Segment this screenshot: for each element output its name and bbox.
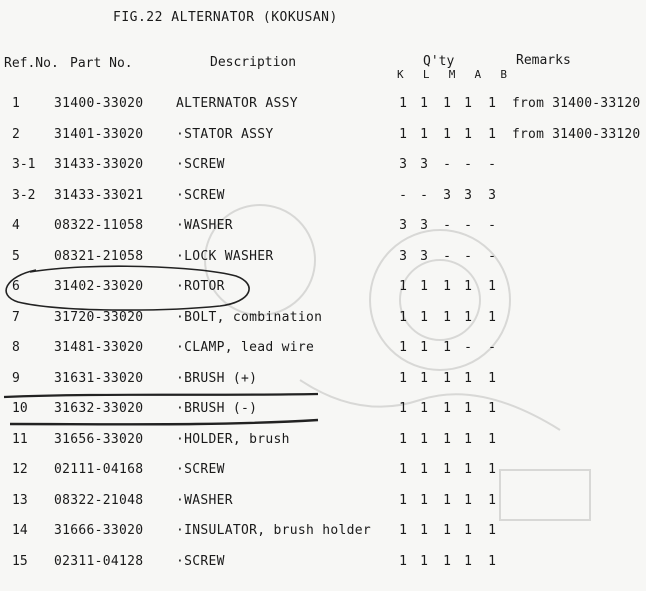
- qty-cell: 1: [488, 523, 496, 538]
- qty-cell: 1: [443, 309, 451, 325]
- header-part-no: Part No.: [70, 56, 133, 71]
- qty-cell: 1: [399, 492, 407, 508]
- qty-cell: -: [443, 248, 451, 264]
- description-cell: ·WASHER: [176, 492, 233, 508]
- qty-cell: 1: [488, 401, 496, 416]
- part-no-cell: 31632-33020: [54, 401, 144, 416]
- qty-cell: 1: [443, 492, 451, 508]
- qty-cell: 1: [443, 401, 451, 416]
- qty-cell: 1: [464, 126, 472, 142]
- qty-cell: 1: [464, 309, 472, 325]
- header-description: Description: [210, 55, 297, 70]
- qty-cell: 1: [488, 492, 496, 508]
- qty-cell: -: [464, 248, 472, 264]
- description-cell: ·SCREW: [176, 462, 225, 477]
- qty-cell: 3: [420, 248, 428, 264]
- remarks-cell: from 31400-33120: [512, 126, 641, 142]
- qty-cell: 3: [420, 157, 428, 172]
- qty-cell: 1: [399, 279, 407, 294]
- qty-cell: 1: [399, 523, 407, 538]
- qty-letter-l: L: [422, 68, 430, 81]
- figure-title: FIG.22 ALTERNATOR (KOKUSAN): [113, 10, 338, 25]
- qty-cell: 1: [420, 370, 428, 386]
- qty-cell: 1: [420, 340, 428, 355]
- description-cell: ·LOCK WASHER: [176, 248, 274, 264]
- qty-cell: 1: [443, 523, 451, 538]
- part-no-cell: 31631-33020: [54, 370, 144, 386]
- qty-cell: 3: [420, 218, 428, 233]
- qty-cell: -: [488, 340, 496, 355]
- qty-cell: 1: [399, 431, 407, 447]
- qty-cell: 3: [399, 157, 407, 172]
- qty-cell: 1: [399, 401, 407, 416]
- qty-cell: 1: [488, 370, 496, 386]
- qty-cell: 1: [464, 462, 472, 477]
- ref-no-cell: 5: [12, 248, 20, 264]
- qty-cell: 1: [443, 340, 451, 355]
- qty-cell: -: [443, 218, 451, 233]
- qty-cell: -: [464, 157, 472, 172]
- qty-cell: 1: [443, 96, 451, 111]
- ref-no-cell: 11: [12, 431, 28, 447]
- part-no-cell: 31656-33020: [54, 431, 144, 447]
- ref-no-cell: 14: [12, 523, 28, 538]
- ref-no-cell: 7: [12, 309, 20, 325]
- ref-no-cell: 3-1: [12, 157, 36, 172]
- description-cell: ·INSULATOR, brush holder: [176, 523, 372, 538]
- qty-cell: 1: [399, 126, 407, 142]
- qty-letter-k: K: [397, 68, 404, 81]
- qty-cell: -: [464, 218, 472, 233]
- ref-no-cell: 10: [12, 401, 28, 416]
- ref-no-cell: 12: [12, 462, 28, 477]
- qty-cell: -: [488, 248, 496, 264]
- qty-cell: 3: [488, 187, 496, 203]
- qty-cell: -: [464, 340, 472, 355]
- qty-cell: 1: [399, 462, 407, 477]
- description-cell: ·BRUSH (-): [176, 401, 258, 416]
- ref-no-cell: 1: [12, 96, 20, 111]
- qty-cell: 1: [464, 492, 472, 508]
- qty-cell: 1: [488, 553, 496, 569]
- qty-cell: 1: [464, 401, 472, 416]
- qty-cell: -: [399, 187, 407, 203]
- qty-cell: 1: [488, 462, 496, 477]
- ref-no-cell: 2: [12, 126, 20, 142]
- description-cell: ·STATOR ASSY: [176, 126, 274, 142]
- hand-circle-row-6: [6, 266, 249, 310]
- qty-cell: 1: [488, 309, 496, 325]
- qty-cell: 1: [488, 279, 496, 294]
- qty-cell: -: [420, 187, 428, 203]
- description-cell: ·SCREW: [176, 157, 225, 172]
- qty-cell: 1: [464, 553, 472, 569]
- qty-cell: 1: [464, 431, 472, 447]
- part-no-cell: 08322-21048: [54, 492, 144, 508]
- qty-cell: 1: [443, 462, 451, 477]
- qty-letter-b: B: [500, 68, 507, 81]
- remarks-cell: from 31400-33120: [512, 96, 641, 111]
- description-cell: ·CLAMP, lead wire: [176, 340, 315, 355]
- qty-cell: 1: [488, 126, 496, 142]
- qty-cell: 1: [399, 340, 407, 355]
- header-remarks: Remarks: [516, 53, 571, 68]
- part-no-cell: 31720-33020: [54, 309, 144, 325]
- description-cell: ·BOLT, combination: [176, 309, 323, 325]
- part-no-cell: 31400-33020: [54, 96, 144, 111]
- qty-cell: 1: [399, 96, 407, 111]
- qty-cell: 1: [464, 279, 472, 294]
- description-cell: ·SCREW: [176, 187, 225, 203]
- part-no-cell: 02311-04128: [54, 553, 144, 569]
- qty-cell: -: [488, 157, 496, 172]
- qty-letter-a: A: [474, 68, 482, 81]
- hand-underline-row-9: [4, 394, 318, 397]
- part-no-cell: 08321-21058: [54, 248, 144, 264]
- ref-no-cell: 3-2: [12, 187, 36, 203]
- qty-cell: 3: [399, 248, 407, 264]
- part-no-cell: 31666-33020: [54, 523, 144, 538]
- description-cell: ALTERNATOR ASSY: [176, 96, 298, 111]
- part-no-cell: 31433-33021: [54, 187, 144, 203]
- description-cell: ·WASHER: [176, 218, 233, 233]
- description-cell: ·SCREW: [176, 553, 225, 569]
- part-no-cell: 31402-33020: [54, 279, 144, 294]
- qty-cell: 1: [420, 431, 428, 447]
- ref-no-cell: 4: [12, 218, 20, 233]
- qty-cell: 1: [443, 370, 451, 386]
- qty-cell: -: [443, 157, 451, 172]
- qty-cell: 1: [464, 370, 472, 386]
- qty-cell: 1: [443, 126, 451, 142]
- qty-letter-m: M: [448, 68, 456, 81]
- header-qty: Q'ty: [423, 54, 455, 69]
- part-no-cell: 08322-11058: [54, 218, 144, 233]
- qty-cell: 1: [399, 553, 407, 569]
- description-cell: ·HOLDER, brush: [176, 431, 290, 447]
- qty-cell: 1: [443, 553, 451, 569]
- qty-cell: 1: [420, 309, 428, 325]
- qty-cell: 1: [464, 96, 472, 111]
- description-cell: ·ROTOR: [176, 279, 225, 294]
- qty-cell: 3: [464, 187, 472, 203]
- ref-no-cell: 9: [12, 370, 20, 386]
- qty-cell: 3: [443, 187, 451, 203]
- qty-cell: 1: [420, 401, 428, 416]
- qty-cell: 1: [399, 370, 407, 386]
- qty-cell: 1: [420, 126, 428, 142]
- qty-cell: 1: [488, 96, 496, 111]
- qty-cell: 1: [399, 309, 407, 325]
- qty-cell: 1: [420, 523, 428, 538]
- qty-cell: 1: [464, 523, 472, 538]
- ref-no-cell: 13: [12, 492, 28, 508]
- part-no-cell: 02111-04168: [54, 462, 144, 477]
- qty-cell: 1: [420, 492, 428, 508]
- ref-no-cell: 6: [12, 279, 20, 294]
- part-no-cell: 31433-33020: [54, 157, 144, 172]
- qty-cell: -: [488, 218, 496, 233]
- qty-cell: 1: [420, 553, 428, 569]
- qty-cell: 1: [443, 279, 451, 294]
- qty-cell: 1: [420, 462, 428, 477]
- qty-cell: 1: [420, 279, 428, 294]
- ref-no-cell: 15: [12, 553, 28, 569]
- header-ref-no: Ref.No.: [4, 56, 59, 71]
- hand-underline-row-10: [10, 420, 318, 424]
- qty-cell: 1: [420, 96, 428, 111]
- qty-cell: 1: [488, 431, 496, 447]
- part-no-cell: 31481-33020: [54, 340, 144, 355]
- ref-no-cell: 8: [12, 340, 20, 355]
- part-no-cell: 31401-33020: [54, 126, 144, 142]
- description-cell: ·BRUSH (+): [176, 370, 258, 386]
- qty-cell: 1: [443, 431, 451, 447]
- qty-cell: 3: [399, 218, 407, 233]
